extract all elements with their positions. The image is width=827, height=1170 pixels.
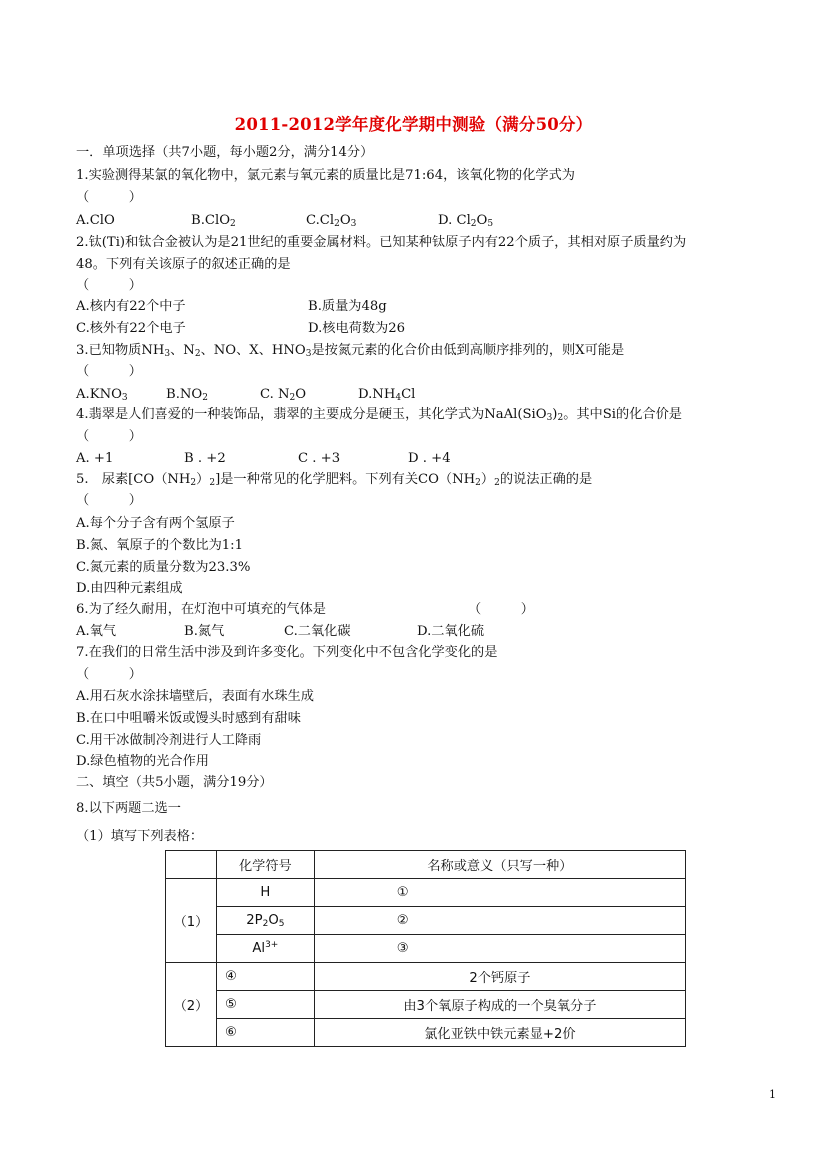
question-1-blank: （ ） xyxy=(76,190,142,205)
question-7-stem: 7.在我们的日常生活中涉及到许多变化。下列变化中不包含化学变化的是 xyxy=(76,645,498,660)
table-group-label-2: （2） xyxy=(166,963,217,1047)
option-d: D. $Cl_2O_5$ xyxy=(438,213,494,229)
table-cell-symbol: ④ xyxy=(216,963,314,991)
option-a: A.用石灰水涂抹墙壁后，表面有水珠生成 xyxy=(76,689,314,704)
table-cell-symbol: ⑥ xyxy=(216,1019,314,1047)
option-b: B.质量为48g xyxy=(308,299,387,314)
table-header-symbol: 化学符号 xyxy=(216,851,314,879)
option-d: D.绿色植物的光合作用 xyxy=(76,754,209,769)
table-cell-symbol: H xyxy=(216,879,314,907)
section-heading-1: 一．单项选择（共7小题，每小题2分，满分14分） xyxy=(76,145,374,160)
option-c: C . +3 xyxy=(298,451,341,466)
question-4-stem: 4.翡翠是人们喜爱的一种装饰品，翡翠的主要成分是硬玉，其化学式为$NaAl(SiO_3)_2$。其中Si的化合价是 xyxy=(76,407,682,423)
table-row xyxy=(166,991,686,1019)
chemistry-table xyxy=(165,850,686,1047)
option-c: C.氮元素的质量分数为23.3% xyxy=(76,560,251,575)
option-c: C.核外有22个电子 xyxy=(76,321,186,336)
option-d: D.二氧化硫 xyxy=(417,624,485,639)
section-heading-2: 二、填空（共5小题，满分19分） xyxy=(76,775,273,790)
question-2-stem-cont: 48。下列有关该原子的叙述正确的是 xyxy=(76,257,291,272)
option-d: D.由四种元素组成 xyxy=(76,581,183,596)
option-a: A.ClO xyxy=(76,213,115,228)
question-6-blank: （ ） xyxy=(468,602,534,617)
question-1-stem: 1.实验测得某氯的氧化物中，氯元素与氧元素的质量比是71:64，该氧化物的化学式为 xyxy=(76,168,575,183)
table-group-label-1: （1） xyxy=(166,879,217,963)
question-5-stem: 5. 尿素$[CO(NH_2)_2]$是一种常见的化学肥料。下列有关$CO(NH_2)_2$的说法正确的是 xyxy=(76,472,593,488)
question-3-blank: （ ） xyxy=(76,364,142,379)
option-a: A.核内有22个中子 xyxy=(76,299,186,314)
table-cell-meaning: ② xyxy=(314,907,685,935)
table-row xyxy=(166,935,686,963)
question-7-blank: （ ） xyxy=(76,667,142,682)
table-header-meaning: 名称或意义（只写一种） xyxy=(314,851,685,879)
table-cell-symbol: ⑤ xyxy=(216,991,314,1019)
question-2-blank: （ ） xyxy=(76,278,142,293)
question-2-stem: 2.钛(Ti)和钛合金被认为是21世纪的重要金属材料。已知某种钛原子内有22个质子，其相对原子质量约为 xyxy=(76,235,687,250)
option-c: $C.Cl_2O_3$ xyxy=(306,213,357,229)
option-b: B.氮气 xyxy=(184,624,225,639)
table-row xyxy=(166,1019,686,1047)
table-corner-cell xyxy=(166,851,217,879)
table-cell-meaning: 氯化亚铁中铁元素显+2价 xyxy=(314,1019,685,1047)
option-c: C.用干冰做制冷剂进行人工降雨 xyxy=(76,733,262,748)
table-cell-meaning: 2个钙原子 xyxy=(314,963,685,991)
table-cell-meaning: ③ xyxy=(314,935,685,963)
question-3-stem: 3.已知物质$NH_3$、$N_2$、NO、X、$HNO_3$是按氮元素的化合价由低到高顺序排列的，则X可能是 xyxy=(76,343,625,359)
table-row xyxy=(166,963,686,991)
option-c: C.二氧化碳 xyxy=(284,624,351,639)
table-cell-symbol: $Al^{3+}$ xyxy=(216,935,314,963)
option-d: D . +4 xyxy=(408,451,451,466)
page-number: 1 xyxy=(769,1088,776,1101)
table-row xyxy=(166,879,686,907)
option-d: D.核电荷数为26 xyxy=(308,321,406,336)
question-8-sub1: （1）填写下列表格： xyxy=(76,829,204,844)
option-a: A.氧气 xyxy=(76,624,117,639)
table-cell-meaning: ① xyxy=(314,879,685,907)
option-d: $D.NH_4Cl$ xyxy=(358,387,416,403)
question-5-blank: （ ） xyxy=(76,493,142,508)
option-a: A.每个分子含有两个氢原子 xyxy=(76,516,235,531)
option-b: B.氮、氧原子的个数比为1:1 xyxy=(76,538,243,553)
option-b: B.在口中咀嚼米饭或馒头时感到有甜味 xyxy=(76,711,301,726)
question-6-stem: 6.为了经久耐用，在灯泡中可填充的气体是 xyxy=(76,602,326,617)
table-row xyxy=(166,907,686,935)
question-8-stem: 8.以下两题二选一 xyxy=(76,801,181,816)
option-b: B.ClO$_2$ xyxy=(191,213,236,229)
option-a: A. +1 xyxy=(76,451,114,466)
question-4-blank: （ ） xyxy=(76,429,142,444)
table-header-row xyxy=(166,851,686,879)
option-b: $B.NO_2$ xyxy=(166,387,208,403)
option-b: B . +2 xyxy=(184,451,226,466)
page-title: 2011-2012学年度化学期中测验（满分50分） xyxy=(234,115,593,134)
table-cell-meaning: 由3个氧原子构成的一个臭氧分子 xyxy=(314,991,685,1019)
option-a: $A.KNO_3$ xyxy=(76,387,128,403)
option-c: C. $N_2O$ xyxy=(260,387,307,403)
table-cell-symbol: $2P_2O_5$ xyxy=(216,907,314,935)
